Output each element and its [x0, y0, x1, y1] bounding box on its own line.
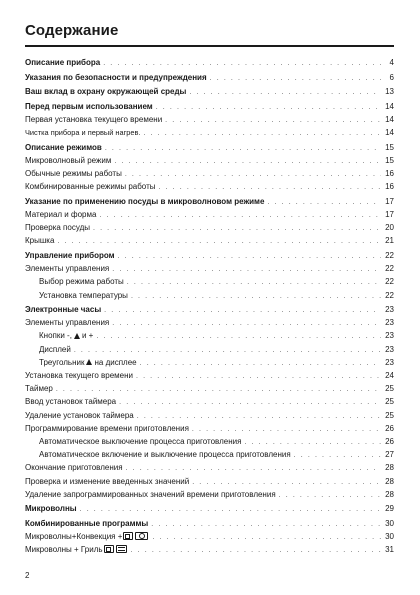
title-rule [25, 45, 394, 47]
toc-entry[interactable] [25, 422, 394, 435]
toc-entry-text: Первая установка текущего времени [25, 114, 163, 124]
dot-leader [114, 155, 381, 168]
dot-leader [80, 503, 381, 516]
toc-entry[interactable] [25, 141, 394, 154]
toc-entry-text: Удаление установок таймера [25, 410, 134, 420]
toc-entry[interactable] [25, 461, 394, 474]
dot-leader [152, 531, 381, 544]
toc-entry-text: Микроволны + Гриль [25, 545, 103, 555]
dot-leader [96, 330, 381, 343]
toc-entry[interactable] [25, 475, 394, 488]
toc-entry-title [39, 275, 124, 288]
toc-entry-title [25, 100, 153, 113]
toc-entry-page: 23 [385, 318, 394, 328]
toc-entry-page: 24 [385, 371, 394, 381]
toc-entry[interactable] [25, 113, 394, 126]
toc-entry-title [25, 303, 101, 316]
toc-entry-text: Проверка посуды [25, 223, 90, 233]
toc-entry-title [39, 289, 128, 302]
toc-entry-page: 29 [385, 504, 394, 514]
toc-entry-page: 22 [385, 290, 394, 300]
dot-leader [105, 142, 381, 155]
toc-entry[interactable] [25, 502, 394, 515]
toc-entry-text: Удаление запрограммированных значений времени приготовления [25, 489, 276, 499]
dot-leader [140, 357, 381, 370]
toc-entry-page: 22 [385, 250, 394, 260]
toc-entry-title [39, 329, 93, 342]
toc-entry-text: Автоматическое включение и выключение процесса приготовления [39, 450, 291, 460]
toc-entry[interactable] [25, 56, 394, 69]
toc-entry-text: Автоматическое выключение процесса приготовления [39, 436, 242, 446]
toc-entry-title [25, 382, 53, 395]
toc-entry[interactable] [25, 208, 394, 221]
toc-entry-title [25, 56, 100, 69]
toc-entry-page: 6 [389, 72, 394, 82]
toc-entry-title [25, 517, 148, 530]
toc-entry-title [25, 316, 109, 329]
toc-entry-page: 23 [385, 357, 394, 367]
toc-entry-text: Окончание приготовления [25, 463, 123, 473]
dot-leader [93, 222, 381, 235]
toc-entry-page: 26 [385, 436, 394, 446]
toc-entry-title [25, 180, 156, 193]
dot-leader [165, 114, 381, 127]
toc-entry-text: Комбинированные программы [25, 518, 149, 528]
dot-leader [131, 544, 381, 557]
toc-entry-text: Электронные часы [25, 305, 102, 315]
triangle-up-icon [86, 359, 92, 365]
toc-entry-page: 23 [385, 305, 394, 315]
toc-entry[interactable] [25, 221, 394, 234]
toc-entry-page: 23 [385, 331, 394, 341]
toc-entry-page: 30 [385, 518, 394, 528]
toc-entry-title [25, 154, 111, 167]
toc-entry-text: Установка температуры [39, 290, 128, 300]
dot-leader [118, 250, 381, 263]
dot-leader [210, 72, 381, 85]
toc-entry-title [25, 85, 186, 98]
dot-leader [57, 235, 381, 248]
dot-leader [112, 317, 381, 330]
microwave-icon [104, 545, 114, 554]
toc-entry-page: 13 [385, 87, 394, 97]
toc-entry[interactable] [25, 329, 394, 342]
dot-leader [119, 396, 381, 409]
toc-entry-title [39, 356, 137, 369]
grill-icon [116, 545, 127, 554]
toc-entry-title [25, 141, 102, 154]
toc-entry-text: Описание режимов [25, 142, 102, 152]
toc-entry-text: Кнопки -, [39, 331, 72, 341]
toc-entry-text: Проверка и изменение введенных значений [25, 476, 190, 486]
toc-entry-page: 26 [385, 423, 394, 433]
toc-entry-text: Элементы управления [25, 318, 110, 328]
toc-entry[interactable] [25, 303, 394, 316]
toc-entry-text: Микроволновый режим [25, 155, 112, 165]
toc-entry-title [39, 448, 291, 461]
toc-entry[interactable] [25, 530, 394, 543]
toc-entry-title [25, 409, 134, 422]
toc-entry-text: Дисплей [39, 344, 71, 354]
toc-entry-title [25, 234, 54, 247]
toc-entry[interactable] [25, 126, 394, 139]
toc-entry-text: Описание прибора [25, 58, 101, 67]
toc-entry[interactable] [25, 154, 394, 167]
toc-entry-page: 14 [385, 114, 394, 124]
toc-entry-title [25, 461, 123, 474]
toc-entry-title [25, 208, 96, 221]
dot-leader [189, 86, 381, 99]
toc-entry-title [25, 395, 116, 408]
toc-entry-page: 28 [385, 463, 394, 473]
convection-icon [135, 532, 148, 541]
toc-entry-text: Треугольник [39, 357, 85, 367]
toc-entry-text: Выбор режима работы [39, 277, 124, 287]
toc-entry-title [25, 71, 207, 84]
dot-leader [125, 168, 381, 181]
toc-entry-text: Ввод установок таймера [25, 397, 117, 407]
toc-entry-text: Чистка прибора и первый нагрев. [25, 128, 141, 138]
toc-entry-page: 16 [385, 182, 394, 192]
toc-entry[interactable] [25, 517, 394, 530]
toc-entry-text: Ваш вклад в охрану окружающей среды [25, 87, 187, 97]
toc-entry[interactable] [25, 195, 394, 208]
toc-entry-title [25, 262, 109, 275]
toc-entry[interactable] [25, 543, 394, 556]
microwave-icon [123, 532, 133, 541]
toc-entry[interactable] [25, 100, 394, 113]
toc-entry-page: 22 [385, 264, 394, 274]
dot-leader [127, 276, 381, 289]
toc-entry[interactable] [25, 167, 394, 180]
toc-entry[interactable] [25, 180, 394, 193]
dot-leader [294, 449, 381, 462]
toc-entry-page: 16 [385, 169, 394, 179]
toc-entry-text: Указания по безопасности и предупреждения [25, 72, 207, 82]
toc-entry-title [25, 126, 140, 139]
dot-leader [151, 518, 381, 531]
toc-entry[interactable] [25, 382, 394, 395]
toc-entry-suffix: и + [81, 331, 94, 341]
toc-entry[interactable] [25, 275, 394, 288]
toc-entry-page: 25 [385, 384, 394, 394]
toc-entry-page: 28 [385, 476, 394, 486]
toc-entry-page: 20 [385, 223, 394, 233]
toc-entry-text: Микроволны [25, 504, 77, 514]
dot-leader [159, 181, 382, 194]
table-of-contents [25, 56, 394, 556]
toc-entry-page: 15 [385, 155, 394, 165]
toc-entry[interactable] [25, 262, 394, 275]
toc-entry-title [25, 530, 149, 543]
toc-entry-text: Крышка [25, 236, 55, 246]
dot-leader [112, 263, 381, 276]
toc-entry[interactable] [25, 85, 394, 98]
toc-entry-title [25, 475, 189, 488]
toc-entry-page: 28 [385, 489, 394, 499]
toc-entry-page: 14 [385, 101, 394, 111]
page-number: 2 [25, 571, 30, 580]
toc-entry-text: Микроволны+Конвекция + [25, 532, 123, 542]
toc-entry-page: 30 [385, 532, 394, 542]
dot-leader [279, 489, 381, 502]
toc-entry-text: Программирование времени приготовления [25, 423, 189, 433]
toc-entry-text: Таймер [25, 384, 53, 394]
toc-entry-title [25, 502, 77, 515]
toc-entry[interactable] [25, 409, 394, 422]
toc-entry-page: 17 [385, 196, 394, 206]
dot-leader [103, 57, 381, 70]
toc-entry-page: 21 [385, 236, 394, 246]
toc-entry-title [25, 249, 115, 262]
dot-leader [131, 290, 381, 303]
toc-entry-suffix: на дисплее [94, 357, 137, 367]
toc-entry-page: 27 [385, 450, 394, 460]
toc-entry[interactable] [25, 249, 394, 262]
toc-entry[interactable] [25, 435, 394, 448]
toc-entry-page: 22 [385, 277, 394, 287]
toc-entry-text: Указание по применению посуды в микроволновом режиме [25, 196, 265, 206]
dot-leader [104, 304, 381, 317]
toc-entry-text: Материал и форма [25, 210, 97, 220]
toc-entry[interactable] [25, 356, 394, 369]
page-title: Содержание [25, 22, 119, 39]
toc-entry[interactable] [25, 369, 394, 382]
toc-entry-text: Установка текущего времени [25, 371, 133, 381]
toc-entry-title [25, 167, 122, 180]
toc-entry-text: Обычные режимы работы [25, 169, 122, 179]
toc-entry-page: 14 [385, 128, 394, 138]
toc-entry-title [25, 195, 264, 208]
toc-entry-text: Управление прибором [25, 250, 115, 260]
dot-leader [99, 209, 381, 222]
toc-entry[interactable] [25, 289, 394, 302]
toc-entry[interactable] [25, 448, 394, 461]
toc-entry-text: Комбинированные режимы работы [25, 182, 156, 192]
dot-leader [136, 370, 381, 383]
dot-leader [267, 196, 381, 209]
toc-entry[interactable] [25, 234, 394, 247]
toc-entry-text: Перед первым использованием [25, 101, 153, 111]
dot-leader [143, 127, 381, 140]
toc-entry-title [25, 113, 162, 126]
toc-entry[interactable] [25, 395, 394, 408]
toc-entry-text: Элементы управления [25, 264, 110, 274]
toc-entry-page: 17 [385, 210, 394, 220]
toc-entry[interactable] [25, 316, 394, 329]
toc-entry-page: 15 [385, 142, 394, 152]
toc-entry-page: 25 [385, 397, 394, 407]
toc-entry-title [39, 435, 241, 448]
toc-entry[interactable] [25, 343, 394, 356]
toc-entry-title [25, 221, 90, 234]
toc-entry-page: 31 [385, 545, 394, 555]
toc-entry-page: 23 [385, 344, 394, 354]
toc-entry-title [25, 422, 189, 435]
toc-entry-page: 25 [385, 410, 394, 420]
dot-leader [156, 101, 381, 114]
triangle-up-icon [74, 333, 80, 339]
toc-entry-page: 4 [389, 58, 394, 67]
toc-entry-title [25, 488, 276, 501]
toc-entry[interactable] [25, 71, 394, 84]
toc-entry-title [25, 543, 128, 556]
toc-entry-title [39, 343, 71, 356]
toc-entry-title [25, 369, 133, 382]
toc-entry[interactable] [25, 488, 394, 501]
